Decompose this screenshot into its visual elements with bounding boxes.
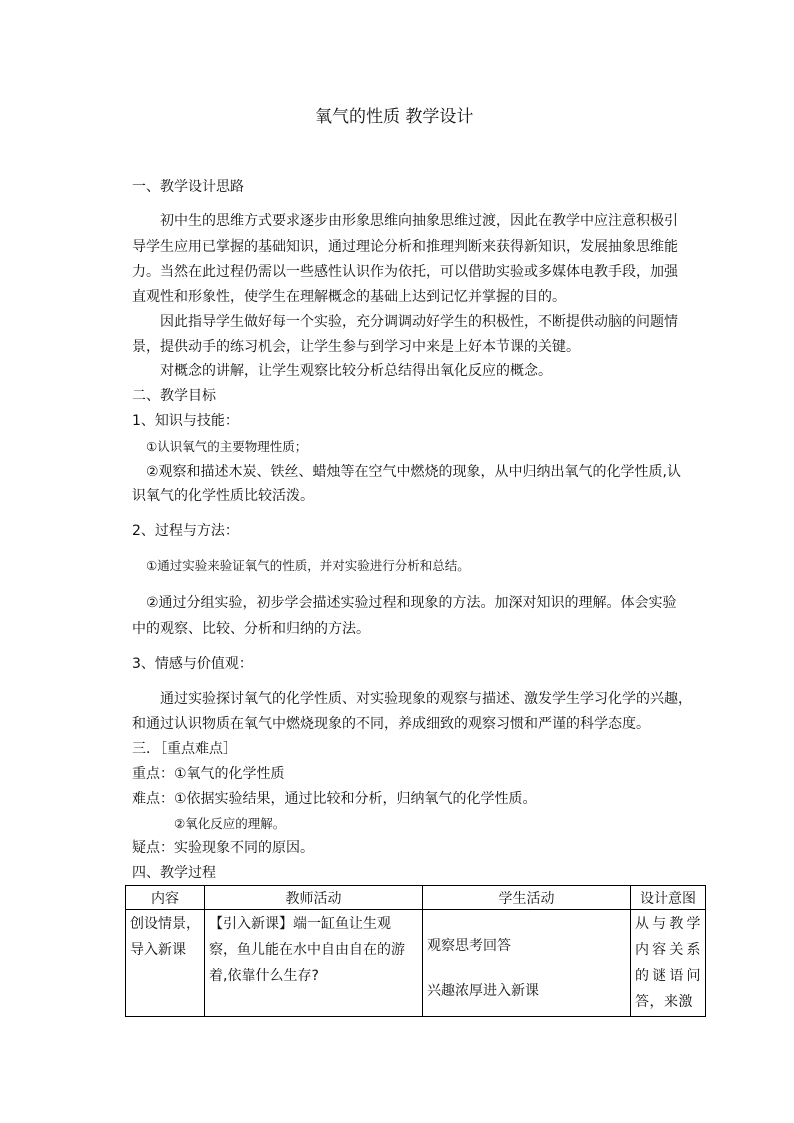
key-point: 重点：①氧气的化学性质 [132, 766, 285, 782]
s2-1-item1: ①认识氧气的主要物理性质； [146, 439, 308, 454]
cell-teacher [205, 910, 423, 1017]
s1-p2-line2: 景，提供动手的练习机会，让学生参与到学习中来是上好本节课的关键。 [132, 339, 580, 355]
table-header-row [126, 886, 706, 910]
section-4-heading: 四、教学过程 [132, 865, 216, 881]
header-student: 学生活动 [423, 886, 631, 910]
table-row [126, 910, 706, 1017]
s1-p1-line4: 直观性和形象性，使学生在理解概念的基础上达到记忆并掌握的目的。 [132, 289, 566, 305]
header-intent: 设计意图 [631, 886, 706, 910]
content-text: 创设情景，导入新课 [130, 916, 200, 958]
s2-1-heading: 1、知识与技能： [132, 413, 239, 429]
section-1-heading: 一、教学设计思路 [132, 179, 244, 195]
s2-2-item2-line2: 中的观察、比较、分析和归纳的方法。 [132, 621, 370, 637]
s1-p3: 对概念的讲解，让学生观察比较分析总结得出氧化反应的概念。 [160, 363, 552, 379]
student-text-1: 观察思考回答 [427, 938, 511, 954]
intent-text: 从与教学内容关系的谜语问答，来激 [635, 916, 701, 1010]
cell-content [126, 910, 205, 1017]
section-3-heading: 三．［重点难点］ [132, 741, 237, 757]
s2-3-line1: 通过实验探讨氧气的化学性质、对实验现象的观察与描述、激发学生学习化学的兴趣， [160, 691, 692, 707]
s2-3-line2: 和通过认识物质在氧气中燃烧现象的不同，养成细致的观察习惯和严谨的科学态度。 [132, 716, 650, 732]
s2-1-item2-line1: ②观察和描述木炭、铁丝、蜡烛等在空气中燃烧的现象，从中归纳出氧气的化学性质,认 [146, 464, 681, 480]
header-teacher: 教师活动 [205, 886, 423, 910]
doubt-point: 疑点：实验现象不同的原因。 [132, 840, 314, 856]
s1-p1-line2: 导学生应用已掌握的基础知识，通过理论分析和推理判断来获得新知识，发展抽象思维能 [132, 239, 678, 255]
student-text-2: 兴趣浓厚进入新课 [427, 983, 539, 999]
cell-intent [631, 910, 706, 1017]
s2-3-heading: 3、情感与价值观： [132, 656, 253, 672]
cell-student [423, 910, 631, 1017]
s1-p2-line1: 因此指导学生做好每一个实验，充分调调动好学生的积极性，不断提供动脑的问题情 [160, 314, 678, 330]
s2-2-item1: ①通过实验来验证氧气的性质，并对实验进行分析和总结。 [146, 558, 470, 573]
difficulty-2: ②氧化反应的理解。 [174, 816, 286, 831]
s2-2-item2-line1: ②通过分组实验，初步学会描述实验过程和现象的方法。加深对知识的理解。体会实验 [146, 595, 677, 611]
page-title: 氧气的性质 教学设计 [315, 107, 474, 127]
section-2-heading: 二、教学目标 [132, 388, 216, 404]
header-content: 内容 [126, 886, 205, 910]
s1-p1-line3: 力。当然在此过程仍需以一些感性认识作为依托，可以借助实验或多媒体电教手段，加强 [132, 264, 678, 280]
s2-1-item2-line2: 识氧气的化学性质比较活泼。 [132, 488, 314, 504]
difficulty-1: 难点：①依据实验结果，通过比较和分析，归纳氧气的化学性质。 [132, 791, 537, 807]
s1-p1-line1: 初中生的思维方式要求逐步由形象思维向抽象思维过渡，因此在教学中应注意积极引 [160, 213, 678, 229]
teacher-text: 【引入新课】端一缸鱼让生观察，鱼儿能在水中自由自在的游着,依靠什么生存? [209, 916, 405, 984]
s2-2-heading: 2、过程与方法： [132, 523, 239, 539]
lesson-process-table [125, 885, 706, 1017]
